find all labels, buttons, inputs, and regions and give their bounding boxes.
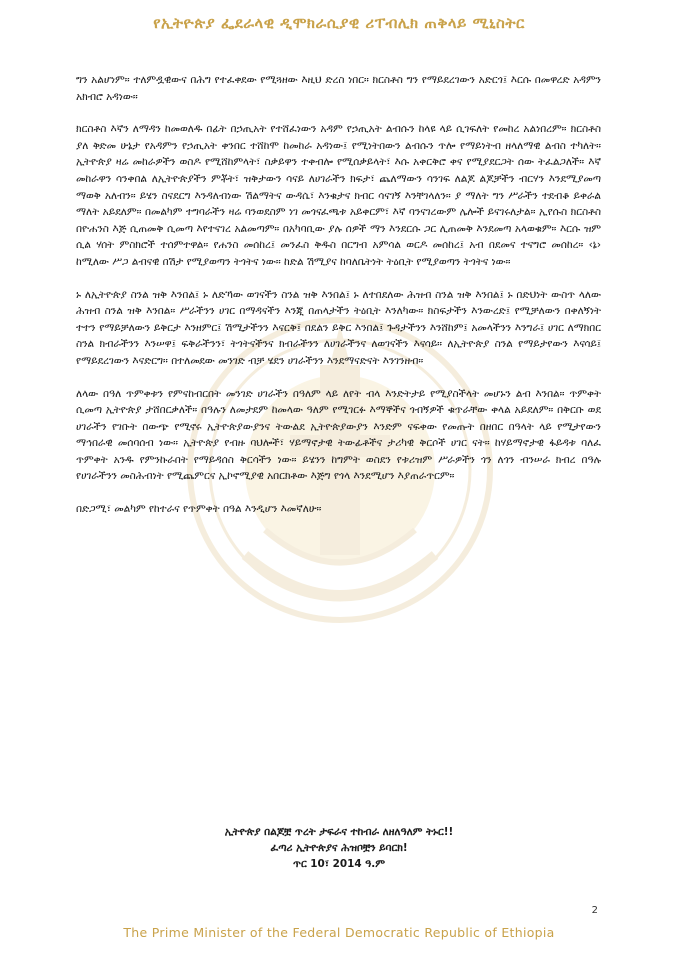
closing-line-2: ፈጣሪ ኢትዮጵያና ሕዝቦቿን ይባርክ!	[270, 842, 408, 854]
paragraph-3: ኑ ለኢትዮጵያ ስንል ዝቅ እንበል፤ ኑ ለድኻው ወገናችን ስንል ዝቅ እንበል፤ ኑ ለተበደለው ሕዝብ ስንል ዝቅ እንበል፤ ኑ በድህነት ውስጥ ላለው ሕዝብ ስንል ዝቅ እንበል። ሥራችንን ሀገር በማዳናችን እንጂ በጠላታችን ትዕቢት እንለካው። ክስፍታችን እንውረድ፤ የሚቻለውን በቀለኝነት ተተን የማይቻለውን ይቅርታ እንዘምር፤ ሽሚታችንን እናርቅ፤ በደልን ይቅር እንበል፤ ጉዳታችንን እንሸከም፤ አመላችንን እንግራ፤ ሀገር ለማክበር ስንል ክብራችንን እንሠዋ፤ ፍቅራችንን፣ ትጎትናችንና ክብራችንን ለሀገራችንና ለወገናችን እናሳይ። ለኢትዮጵያ ስንል የማይታየውን እናሳይ፤ የማይደረገውን እናድርግ። በተለመደው መንገድ ብቻ ሄደን ሀገራችንን እንደማናድናት እንገንዘብ።	[76, 288, 601, 367]
closing-block	[0, 824, 678, 872]
closing-line-1: ኢትዮጵያ በልጆቿ ጥረት ታፍራና ተከብራ ለዘለዓለም ትኑር!!	[224, 826, 454, 838]
paragraph-2: ክርስቶስ እኛን ለማዳን ከመወለዱ በፊት በኃጢአት የተሸፈነውን አዳም የኃጢአት ልብሱን ከላዩ ላይ ሲገፍለት የመከረ አልነበረም። ክርስቶስ ያለ ቅድመ ሁኔታ የአዳምን የኃጢአት ቀንበር ተሸከሞ ከመከራ አዳነው፤ የሚነትበውን ልብሱን ጥሎ የማይነትብ ዘላለማዊ ልብስ ተካለት። ኢትዮጵያ ዛሬ መከራዎችን ወስዶ የሚሸከምላት፣ ስቃይዋን ተቀብሎ የሚሰቃይላት፣ እሱ አቀርቅሮ ቀና የሚያደርጋት ሰው ትፈልጋለች። እኛ መከራዋን ሳንቀበል ለኢትዮጵያችን ምቾት፣ ዝቅታውን ሳናይ ለሀገራችን ክፍታ፣ ጨለማውን ሳንገፍ ለልጆ ልጆቻችን ብርሃን እንደሚያመጣ ማወቅ አለብን። ይሄን ስናደርግ እንዳለብነው ሽልማትና ውዳሴ፣ እንቁታና ክብር ሳናገኝ እንቸገላለን። ያ ማለት ግን ሥራችን ተደብቆ ይቀራል ማለት አይደለም። በመልካም ተግባራችን ዛሬ ባንወደስም ነገ መጎናፈጫቱ አይቀርም፣ እኛ ባንናገረውም ሌሎች ይናገሩለታል። ኢየሱስ ክርስቶስ በዮሐንስ እጅ ሲጠመቅ ሲመጣ እየተናገረ አልመጣም። በአካባቢው ያሉ ሰዎች ማን እንደርሱ ጋር ሊጠመቅ እንደመጣ አላወቁም። እርሱ ዝም ሲል ሃሰት ምስክሮች ተሰምተዋል። የሐንስ መሰከረ፤ መንፈስ ቅዱስ በርግብ አምሳል ወርዶ መሰከረ፤ አብ በደመና ተናግሮ መሰከረ። ‹ኔ› ከሚለው ሥጋ ልብናዊ በሽታ የሚያወጣን ትጎትና ነው። ከድል ሽሚያና ከባለቤትነት ትዕቢት የሚያወጣን ትጎትና ነው።	[76, 123, 601, 268]
paragraph-4: ለላው በዓለ ጥምቀቱን የምናከብርበት መንገድ ሀገራችን በዓለም ላይ ለየት ብላ እንድትታይ የሚያስችላት መሆኑን ልብ እንበል። ጥምቀት ሲመጣ ኢትዮጵያ ታሸበርቃለች። በዓሉን ለመታደም ከመላው ዓለም የሚገርፉ እማኞችና ጎብኝዎች ቁጥራቸው ቀላል አይደለም። በቅርቡ ወደ ሀገራችን የገቡት በውጭ የሚኖሩ ኢትዮጵያውያንና ትውልደ ኢትዮጵያውያን እንድም ናፍቀው የመጡት በዘበር በዓላት ላይ የሚታየውን ማኅበራዊ መሰባሰብ ነው። ኢትዮጵያ የብዙ ባህሎች፣ ሃይማኖታዊ ትውፊቶችና ታሪካዊ ቅርሶች ሀገር ናት። ከሃይማኖታዊ ፋይዳቱ ባለፈ ጥምቀት አንዱ የምንኩራበት የማይዳሰስ ቅርሳችን ነው። ይሄንን ከግምት ወስደን የቱሪዝም ሥራዎችን ጎን ለጎን ብንሠራ ክብረ በዓሉ የሀገራችንን መስሕብነት የሚጨምርና ኢኮኖሚያዊ አበርክቶው እጅግ የጎላ እንደሚሆን እያጠራጥርም።	[76, 387, 601, 483]
page-number: 2	[591, 905, 598, 916]
letter-body	[76, 72, 601, 534]
paragraph-1: ግን አልሆነም። ተለምዷዊውና በሕግ የተፈቀደው የሚጓዘው እዚህ ድረስ ነበር። ክርስቶስ ግን የማይደረገውን አድርጎ፤ እርሱ በመዋረድ አዳምን አክብሮ አዳነው።	[76, 74, 601, 103]
paragraph-5: በድጋሚ፣ መልካም የከተራና የጥምቀት በዓል እንዲሆን እመኛለሁ።	[76, 503, 322, 516]
closing-date: ጥር 10፣ 2014 ዓ.ም	[293, 858, 385, 870]
letterhead-title: የኢትዮጵያ ፌደራላዊ ዲሞክራሲያዊ ሪፐብሊክ ጠቅላይ ሚኒስትር	[153, 14, 525, 32]
letterhead-footer: The Prime Minister of the Federal Democratic Republic of Ethiopia	[123, 925, 555, 940]
